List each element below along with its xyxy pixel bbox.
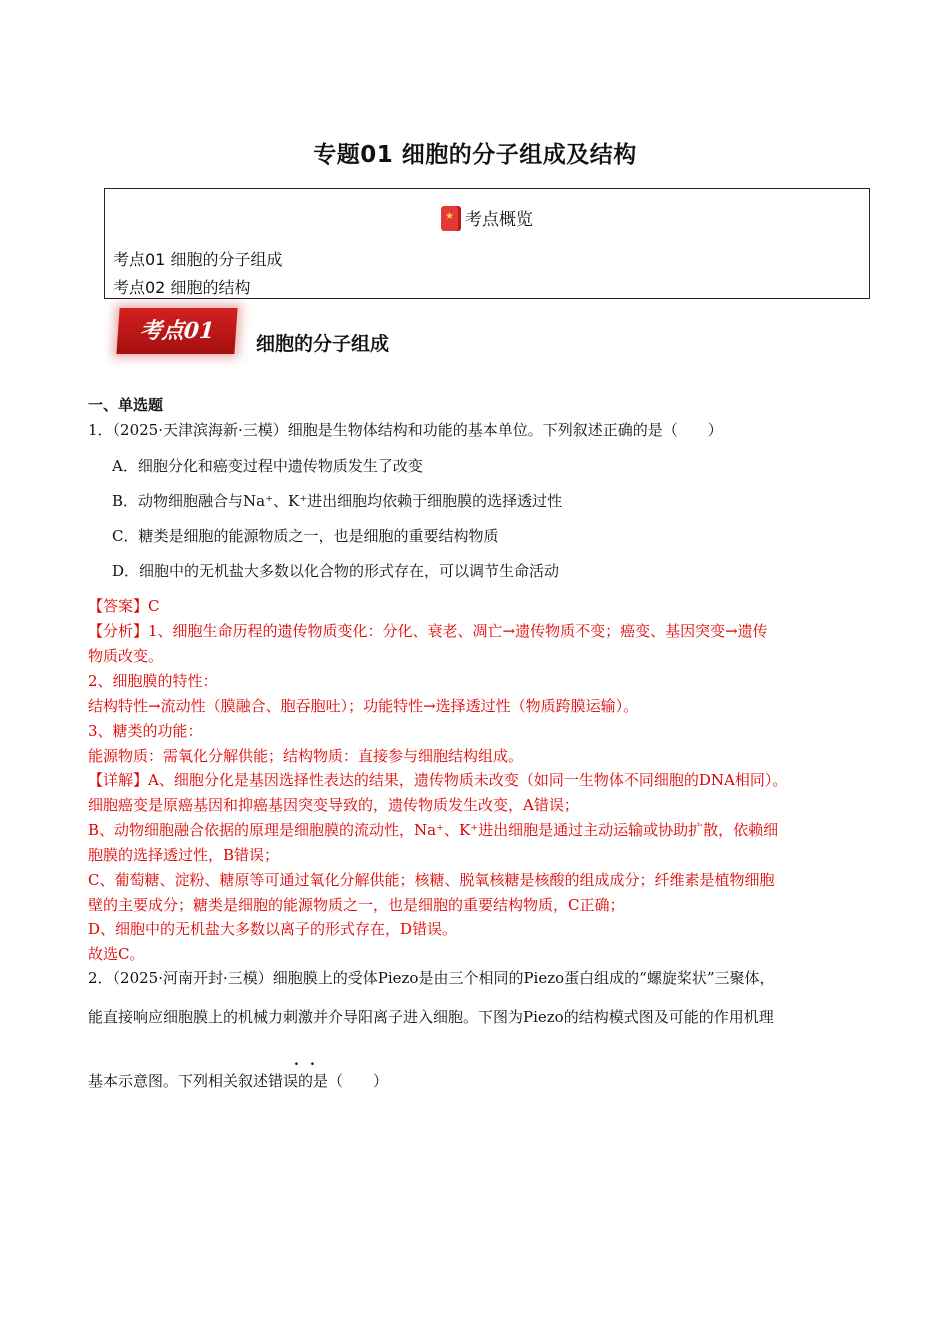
question-2-line: 基本示意图。下列相关叙述错误的是（ ） — [88, 1072, 389, 1090]
q1-analysis-line: 2、细胞膜的特性： — [88, 672, 218, 690]
question-2-line: 能直接响应细胞膜上的机械力刺激并介导阳离子进入细胞。下图为Piezo的结构模式图及可能的作用机理 — [88, 1008, 774, 1026]
q1-detail-line: 【详解】A、细胞分化是基因选择性表达的结果，遗传物质未改变（如同一生物体不同细胞的DNA相同）。 — [88, 771, 788, 789]
q1-detail-line: D、细胞中的无机盐大多数以离子的形式存在，D错误。 — [88, 920, 458, 938]
emphasis-dot: . — [310, 1053, 315, 1069]
q1-detail-line: 细胞癌变是原癌基因和抑癌基因突变导致的，遗传物质发生改变，A错误； — [88, 796, 579, 814]
overview-item-01: 考点01 细胞的分子组成 — [113, 250, 283, 269]
overview-box — [104, 188, 870, 299]
q1-option-c: C．糖类是细胞的能源物质之一，也是细胞的重要结构物质 — [112, 527, 499, 545]
overview-item-02: 考点02 细胞的结构 — [113, 278, 251, 297]
overview-heading-text: 考点概览 — [465, 210, 533, 230]
q1-analysis-line: 3、糖类的功能： — [88, 722, 203, 740]
q1-option-b: B．动物细胞融合与Na⁺、K⁺进出细胞均依赖于细胞膜的选择透过性 — [112, 492, 563, 510]
q1-detail-line: 壁的主要成分；糖类是细胞的能源物质之一，也是细胞的重要结构物质，C正确； — [88, 896, 625, 914]
q1-option-a: A．细胞分化和癌变过程中遗传物质发生了改变 — [112, 457, 423, 475]
q1-analysis-line: 能源物质：需氧化分解供能；结构物质：直接参与细胞结构组成。 — [88, 747, 524, 765]
page-title: 专题01 细胞的分子组成及结构 — [313, 142, 637, 168]
question-1-stem: 1．（2025·天津滨海新·三模）细胞是生物体结构和功能的基本单位。下列叙述正确的是（ ） — [88, 421, 723, 439]
section-title: 细胞的分子组成 — [256, 333, 390, 355]
question-2-line: 2．（2025·河南开封·三模）细胞膜上的受体Piezo是由三个相同的Piezo蛋白组成的“螺旋桨状”三聚体， — [88, 969, 775, 987]
q1-analysis-line: 物质改变。 — [88, 647, 164, 665]
q1-option-d: D．细胞中的无机盐大多数以化合物的形式存在，可以调节生命活动 — [112, 562, 560, 580]
q1-detail-line: 故选C。 — [88, 945, 145, 963]
q1-analysis-line: 【分析】1、细胞生命历程的遗传物质变化：分化、衰老、凋亡→遗传物质不变；癌变、基因突变→遗传 — [88, 622, 768, 640]
overview-heading — [105, 205, 869, 231]
book-icon — [441, 206, 461, 231]
section-badge: 考点01 — [116, 308, 237, 354]
q1-analysis-line: 结构特性→流动性（膜融合、胞吞胞吐）；功能特性→选择透过性（物质跨膜运输）。 — [88, 697, 639, 715]
emphasis-dot: . — [294, 1053, 299, 1069]
q1-detail-line: B、动物细胞融合依据的原理是细胞膜的流动性，Na⁺、K⁺进出细胞是通过主动运输或协助扩散，依赖细 — [88, 821, 779, 839]
q1-detail-line: 胞膜的选择透过性，B错误； — [88, 846, 280, 864]
q1-answer: 【答案】C — [88, 597, 160, 615]
part-heading: 一、单选题 — [88, 396, 164, 414]
q1-detail-line: C、葡萄糖、淀粉、糖原等可通过氧化分解供能；核糖、脱氧核糖是核酸的组成成分；纤维素是植物细胞 — [88, 871, 775, 889]
